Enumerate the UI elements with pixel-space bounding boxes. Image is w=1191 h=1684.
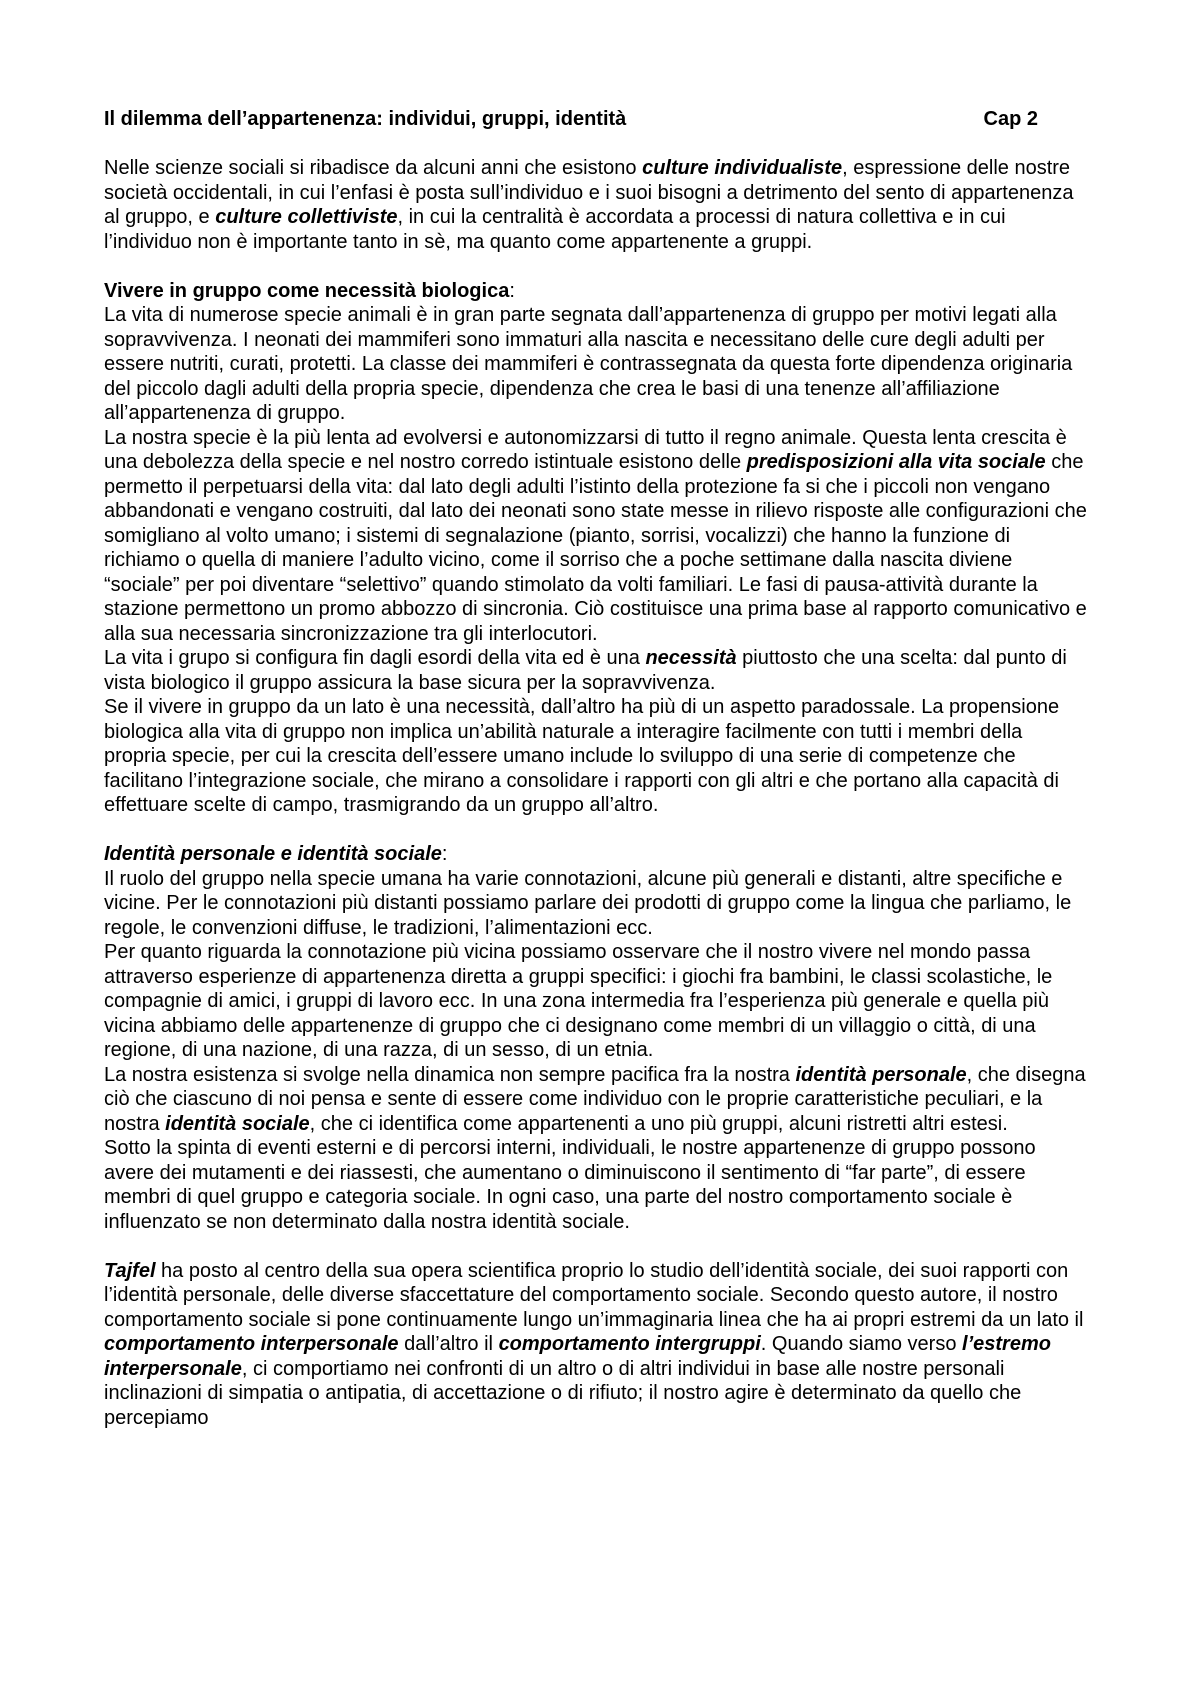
text-run: piuttosto che una scelta: dal punto di vista biologico il gruppo assicura la base sicura per la sopravvivenza. (104, 647, 1067, 694)
paragraph-tajfel (104, 1259, 1087, 1431)
document-body (104, 156, 1087, 1430)
emphasis-run: Vivere in gruppo come necessità biologica (104, 279, 510, 302)
emphasis-run: Identità personale e identità sociale (104, 843, 442, 865)
emphasis-run: identità sociale (165, 1112, 310, 1135)
heading-vivere-in-gruppo (104, 279, 1087, 304)
emphasis-run: Tajfel (104, 1259, 156, 1282)
heading-identita (104, 842, 1087, 867)
text-run: dall’altro il (398, 1333, 499, 1355)
blank-line (104, 818, 1087, 843)
text-run: , che disegna ciò che ciascuno di noi pensa e sente di essere come individuo con le proprie caratteristiche peculiari, e la nostra (104, 1063, 1086, 1135)
emphasis-run: culture collettiviste (215, 206, 398, 228)
text-run: , che ci identifica come appartenenti a uno più gruppi, alcuni ristretti altri estesi. (309, 1112, 1008, 1135)
emphasis-run: identità personale (795, 1063, 967, 1086)
paragraph-connotazione-vicina (104, 940, 1087, 1063)
paragraph-vita-gruppo-necessita (104, 646, 1087, 695)
text-run: , in cui la centralità è accordata a processi di natura collettiva e in cui l’individuo non è importante tanto in sè, ma quanto come appartenente a gruppi. (104, 206, 1006, 253)
text-run: che permetto il perpetuarsi della vita: dal lato degli adulti l’istinto della protezione fa si che i piccoli non vengano abbandonati e vengano costruiti, dal lato dei neonati sono state messe in rilievo risposte alle configurazioni che somigliano al volto umano; i sistemi di segnalazione (pianto, sorrisi, vocalizzi) che hanno la funzione di richiamo o quella di maniere l’adulto vicino, come il sorriso che a poche settimane dalla nascita diviene “sociale” per poi diventare “selettivo” quando stimolato da volti familiari. Le fasi di pausa-attività durante la stazione permettono un promo abbozzo di sincronia. Ciò costituisce una prima base al rapporto comunicativo e alla sua necessaria sincronizzazione tra gli interlocutori. (104, 451, 1087, 645)
text-run: . Quando siamo verso (760, 1333, 963, 1355)
paragraph-ruolo-gruppo (104, 867, 1087, 941)
paragraph-nostra-specie (104, 426, 1087, 647)
emphasis-run: culture individualiste (642, 157, 843, 179)
emphasis-run: l’estremo interpersonale (104, 1333, 1051, 1380)
paragraph-vita-specie-animali (104, 303, 1087, 426)
text-run: , ci comportiamo nei confronti di un altro o di altri individui in base alle nostre personali inclinazioni di simpatia o antipatia, di accettazione o di rifiuto; il nostro agire è determinato da quello che percepiamo (104, 1357, 1022, 1429)
text-run: Sotto la spinta di eventi esterni e di percorsi interni, individuali, le nostre appartenenze di gruppo possono avere dei mutamenti e dei riassesti, che aumentano o diminuiscono il sentimento di “far parte”, di essere membri di quel gruppo e categoria sociale. In ogni caso, una parte del nostro comportamento sociale è influenzato se non determinato dalla nostra identità sociale. (104, 1137, 1036, 1233)
document-header (104, 107, 1087, 132)
text-run: : (509, 279, 515, 302)
text-run: La nostra esistenza si svolge nella dinamica non sempre pacifica fra la nostra (104, 1063, 796, 1086)
emphasis-run: necessità (645, 647, 737, 669)
text-run: Il ruolo del gruppo nella specie umana ha varie connotazioni, alcune più generali e distanti, altre specifiche e vicine. Per le connotazioni più distanti possiamo parlare dei prodotti di gruppo come la lingua che parliamo, le regole, le convenzioni diffuse, le tradizioni, l’alimentazioni ecc. (104, 867, 1072, 939)
chapter-label: Cap 2 (983, 108, 1038, 130)
paragraph-spinta-eventi (104, 1136, 1087, 1234)
text-run: Per quanto riguarda la connotazione più vicina possiamo osservare che il nostro vivere nel mondo passa attraverso esperienze di appartenenza diretta a gruppi specifici: i giochi fra bambini, le classi scolastiche, le compagnie di amici, i gruppi di lavoro ecc. In una zona intermedia fra l’esperienza più generale e quella più vicina abbiamo delle appartenenze di gruppo che ci designano come membri di un villaggio o città, di una regione, di una nazione, di una razza, di un sesso, di un etnia. (104, 941, 1053, 1061)
emphasis-run: comportamento intergruppi (498, 1333, 761, 1355)
text-run: Se il vivere in gruppo da un lato è una necessità, dall’altro ha più di un aspetto paradossale. La propensione biologica alla vita di gruppo non implica un’abilità naturale a interagire facilmente con tutti i membri della propria specie, per cui la crescita dell’essere umano include lo sviluppo di una serie di competenze che facilitano l’integrazione sociale, che mirano a consolidare i rapporti con gli altri e che portano alla capacità di effettuare scelte di campo, trasmigrando da un gruppo all’altro. (104, 696, 1060, 816)
page-title: Il dilemma dell’appartenenza: individui, gruppi, identità (104, 108, 627, 130)
text-run: La nostra specie è la più lenta ad evolversi e autonomizzarsi di tutto il regno animale. Questa lenta crescita è una debolezza della specie e nel nostro corredo istintuale esistono delle (104, 426, 1067, 473)
text-run: , espressione delle nostre società occidentali, in cui l’enfasi è posta sull’individuo e i suoi bisogni a detrimento del sento di appartenenza al gruppo, e (104, 157, 1074, 228)
text-run: La vita i grupo si configura fin dagli esordi della vita ed è una (104, 647, 646, 669)
blank-line (104, 1234, 1087, 1259)
text-run: ha posto al centro della sua opera scientifica proprio lo studio dell’identità sociale, dei suoi rapporti con l’identità personale, delle diverse sfaccettature del comportamento sociale. Secondo questo autore, il nostro comportamento sociale si pone continuamente lungo un’immaginaria linea che ha ai propri estremi da un lato il (104, 1259, 1084, 1331)
text-run: La vita di numerose specie animali è in gran parte segnata dall’appartenenza di gruppo per motivi legati alla sopravvivenza. I neonati dei mammiferi sono immaturi alla nascita e necessitano delle cure degli adulti per essere nutriti, curati, protetti. La classe dei mammiferi è contrassegnata da questa forte dipendenza originaria del piccolo dagli adulti della propria specie, dipendenza che crea le basi di una tenenze all’affiliazione all’appartenenza di gruppo. (104, 304, 1073, 424)
emphasis-run: predisposizioni alla vita sociale (746, 451, 1046, 473)
blank-line (104, 132, 1087, 157)
paragraph-vivere-paradossale (104, 695, 1087, 818)
text-run: Nelle scienze sociali si ribadisce da alcuni anni che esistono (104, 157, 643, 179)
text-run: : (441, 843, 448, 865)
intro-paragraph (104, 156, 1087, 254)
blank-line (104, 254, 1087, 279)
paragraph-identita-personale-sociale (104, 1063, 1087, 1137)
emphasis-run: comportamento interpersonale (104, 1333, 399, 1355)
